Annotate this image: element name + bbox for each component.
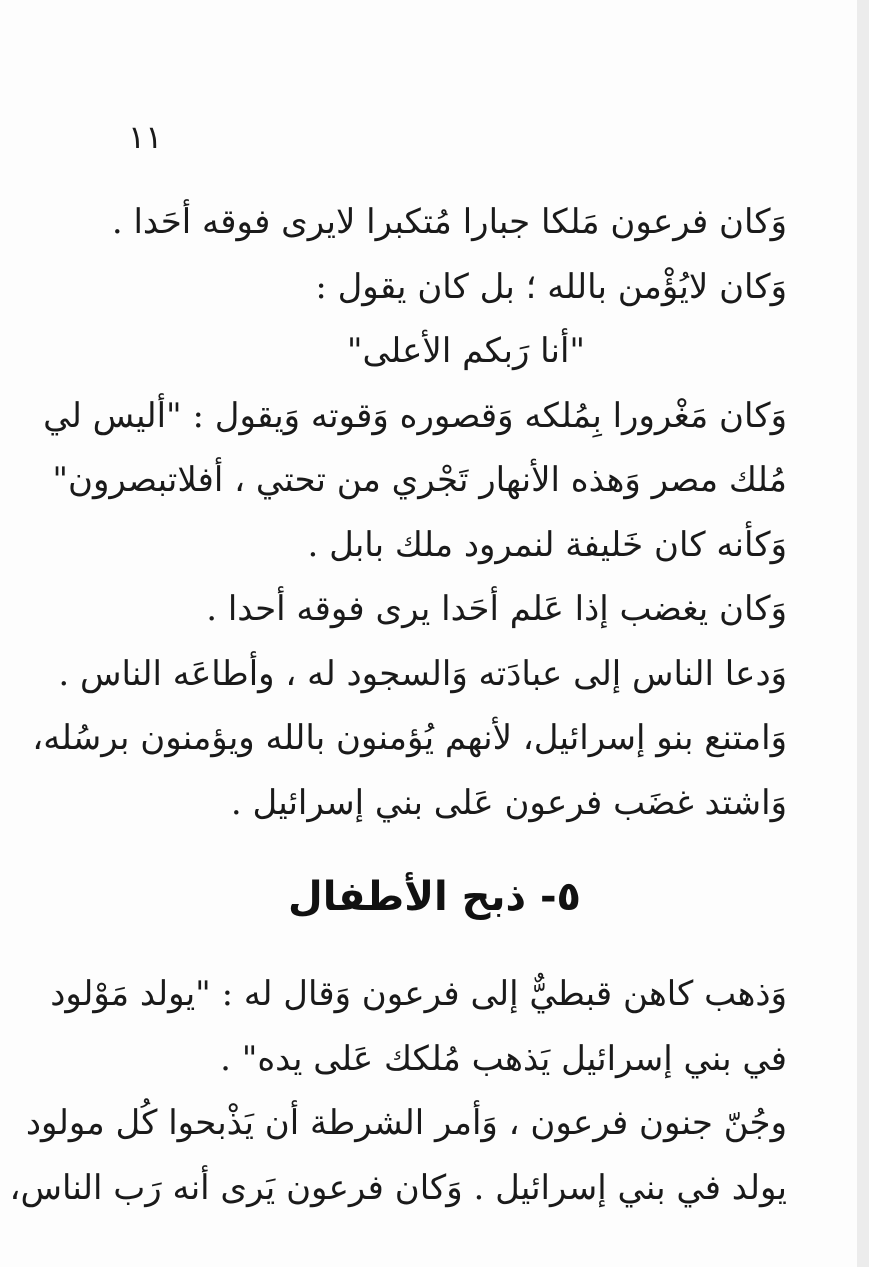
text-line: وَاشتد غضَب فرعون عَلى بني إسرائيل . [230, 782, 787, 823]
text-line: وجُنّ جنون فرعون ، وَأمر الشرطة أن يَذْبحوا كُل مولود [25, 1103, 787, 1143]
page-number: ١١ [128, 118, 163, 156]
text-line: وَكأنه كان خَليفة لنمرود ملك بابل . [307, 524, 787, 565]
text-line: في بني إسرائيل يَذهب مُلكك عَلى يده" . [220, 1038, 787, 1079]
text-line: وَامتنع بنو إسرائيل، لأنهم يُؤمنون بالله ويؤمنون برسُله، [32, 718, 787, 758]
page-edge-shadow [857, 0, 869, 1267]
text-line: يولد في بني إسرائيل . وَكان فرعون يَرى أنه رَب الناس، [9, 1167, 787, 1208]
text-line: وَدعا الناس إلى عبادَته وَالسجود له ، وأطاعَه الناس . [58, 653, 787, 694]
text-block-top [32, 190, 787, 835]
text-block-bottom [9, 962, 787, 1220]
text-line: وَكان يغضب إذا عَلم أحَدا يرى فوقه أحدا . [206, 589, 787, 629]
text-line: وَكان مَغْرورا بِمُلكه وَقصوره وَقوته وَيقول : "أليس لي [43, 395, 787, 436]
text-line: مُلك مصر وَهذه الأنهار تَجْري من تحتي ، أفلاتبصرون" [52, 460, 787, 500]
text-line: وَكان فرعون مَلكا جبارا مُتكبرا لايرى فوقه أحَدا . [111, 202, 787, 242]
section-heading: ٥- ذبح الأطفال [288, 874, 581, 920]
text-line: وَكان لايُؤْمن بالله ؛ بل كان يقول : [315, 266, 787, 307]
text-line: وَذهب كاهن قبطيٌّ إلى فرعون وَقال له : "يولد مَوْلود [50, 974, 787, 1014]
quote-line: "أنا رَبكم الأعلى" [346, 331, 586, 371]
